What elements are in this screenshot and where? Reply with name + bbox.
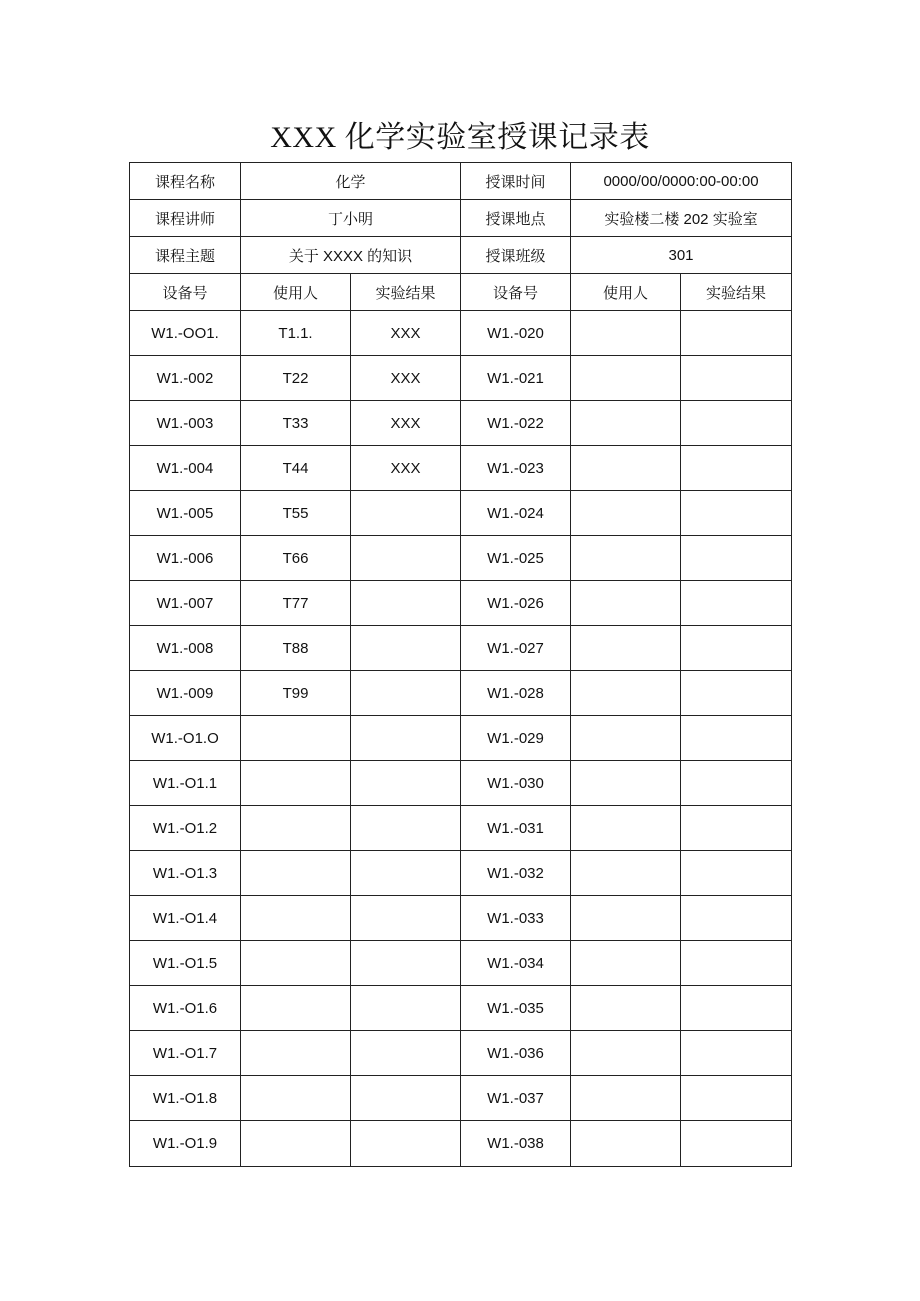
column-header-right-result: 实验结果 xyxy=(681,274,792,311)
right-device-cell: W1.-022 xyxy=(461,401,571,446)
left-user-cell: T99 xyxy=(241,671,351,716)
right-result-cell xyxy=(681,716,792,761)
left-result-cell xyxy=(351,986,461,1031)
left-device-cell: W1.-O1.3 xyxy=(130,851,241,896)
left-user-cell: T77 xyxy=(241,581,351,626)
record-table xyxy=(129,162,792,1167)
left-result-cell: XXX xyxy=(351,311,461,356)
right-result-cell xyxy=(681,1031,792,1076)
right-device-cell: W1.-032 xyxy=(461,851,571,896)
left-user-cell: T33 xyxy=(241,401,351,446)
left-user-cell xyxy=(241,941,351,986)
left-result-cell xyxy=(351,536,461,581)
right-result-cell xyxy=(681,446,792,491)
class-time-label: 授课时间 xyxy=(461,163,571,200)
right-user-cell xyxy=(571,851,681,896)
right-result-cell xyxy=(681,311,792,356)
left-user-cell: T44 xyxy=(241,446,351,491)
left-user-cell xyxy=(241,986,351,1031)
table-row xyxy=(130,806,792,851)
table-row xyxy=(130,986,792,1031)
right-device-cell: W1.-028 xyxy=(461,671,571,716)
left-user-cell: T55 xyxy=(241,491,351,536)
table-row xyxy=(130,446,792,491)
left-result-cell xyxy=(351,941,461,986)
left-result-cell xyxy=(351,671,461,716)
right-user-cell xyxy=(571,1031,681,1076)
table-row xyxy=(130,851,792,896)
class-group-label: 授课班级 xyxy=(461,237,571,274)
left-device-cell: W1.-006 xyxy=(130,536,241,581)
left-device-cell: W1.-007 xyxy=(130,581,241,626)
right-device-cell: W1.-029 xyxy=(461,716,571,761)
column-header-right-device: 设备号 xyxy=(461,274,571,311)
left-device-cell: W1.-O1.7 xyxy=(130,1031,241,1076)
table-row xyxy=(130,311,792,356)
course-name-label: 课程名称 xyxy=(130,163,241,200)
left-device-cell: W1.-005 xyxy=(130,491,241,536)
right-device-cell: W1.-034 xyxy=(461,941,571,986)
right-result-cell xyxy=(681,851,792,896)
record-table-body xyxy=(130,163,792,1167)
left-device-cell: W1.-O1.8 xyxy=(130,1076,241,1121)
left-result-cell xyxy=(351,1121,461,1167)
right-user-cell xyxy=(571,806,681,851)
right-result-cell xyxy=(681,581,792,626)
right-result-cell xyxy=(681,896,792,941)
right-device-cell: W1.-021 xyxy=(461,356,571,401)
info-row-course-name xyxy=(130,163,792,200)
table-row xyxy=(130,491,792,536)
right-user-cell xyxy=(571,491,681,536)
left-result-cell xyxy=(351,581,461,626)
right-device-cell: W1.-038 xyxy=(461,1121,571,1167)
topic-label: 课程主题 xyxy=(130,237,241,274)
right-result-cell xyxy=(681,986,792,1031)
left-result-cell xyxy=(351,491,461,536)
table-row xyxy=(130,536,792,581)
class-group-value: 301 xyxy=(571,237,792,274)
location-value: 实验楼二楼 202 实验室 xyxy=(571,200,792,237)
right-user-cell xyxy=(571,581,681,626)
right-result-cell xyxy=(681,401,792,446)
left-device-cell: W1.-O1.1 xyxy=(130,761,241,806)
left-result-cell xyxy=(351,851,461,896)
right-user-cell xyxy=(571,1076,681,1121)
left-user-cell: T1.1. xyxy=(241,311,351,356)
right-device-cell: W1.-020 xyxy=(461,311,571,356)
left-device-cell: W1.-O1.2 xyxy=(130,806,241,851)
right-device-cell: W1.-033 xyxy=(461,896,571,941)
left-user-cell xyxy=(241,1076,351,1121)
left-result-cell: XXX xyxy=(351,356,461,401)
left-device-cell: W1.-002 xyxy=(130,356,241,401)
info-row-lecturer xyxy=(130,200,792,237)
column-header-row xyxy=(130,274,792,311)
right-user-cell xyxy=(571,671,681,716)
left-result-cell xyxy=(351,1076,461,1121)
table-row xyxy=(130,356,792,401)
topic-value: 关于 XXXX 的知识 xyxy=(241,237,461,274)
left-device-cell: W1.-O1.O xyxy=(130,716,241,761)
left-device-cell: W1.-O1.4 xyxy=(130,896,241,941)
right-device-cell: W1.-036 xyxy=(461,1031,571,1076)
left-user-cell xyxy=(241,806,351,851)
table-row xyxy=(130,626,792,671)
left-user-cell: T88 xyxy=(241,626,351,671)
right-device-cell: W1.-023 xyxy=(461,446,571,491)
left-result-cell xyxy=(351,896,461,941)
table-row xyxy=(130,1121,792,1167)
right-result-cell xyxy=(681,761,792,806)
left-result-cell: XXX xyxy=(351,446,461,491)
left-user-cell xyxy=(241,1031,351,1076)
left-result-cell: XXX xyxy=(351,401,461,446)
lecturer-label: 课程讲师 xyxy=(130,200,241,237)
right-user-cell xyxy=(571,716,681,761)
left-device-cell: W1.-O1.9 xyxy=(130,1121,241,1167)
left-device-cell: W1.-008 xyxy=(130,626,241,671)
right-device-cell: W1.-037 xyxy=(461,1076,571,1121)
left-device-cell: W1.-O1.5 xyxy=(130,941,241,986)
column-header-left-device: 设备号 xyxy=(130,274,241,311)
table-row xyxy=(130,1031,792,1076)
right-user-cell xyxy=(571,941,681,986)
right-user-cell xyxy=(571,401,681,446)
class-time-value: 0000/00/0000:00-00:00 xyxy=(571,163,792,200)
location-label: 授课地点 xyxy=(461,200,571,237)
right-user-cell xyxy=(571,761,681,806)
right-result-cell xyxy=(681,671,792,716)
right-result-cell xyxy=(681,1121,792,1167)
right-device-cell: W1.-030 xyxy=(461,761,571,806)
right-result-cell xyxy=(681,491,792,536)
right-user-cell xyxy=(571,536,681,581)
right-result-cell xyxy=(681,536,792,581)
right-result-cell xyxy=(681,806,792,851)
left-result-cell xyxy=(351,1031,461,1076)
document-title: XXX 化学实验室授课记录表 xyxy=(270,121,650,154)
left-result-cell xyxy=(351,716,461,761)
table-row xyxy=(130,581,792,626)
left-result-cell xyxy=(351,806,461,851)
table-row xyxy=(130,671,792,716)
right-result-cell xyxy=(681,356,792,401)
left-user-cell xyxy=(241,851,351,896)
table-row xyxy=(130,401,792,446)
table-row xyxy=(130,1076,792,1121)
left-user-cell xyxy=(241,1121,351,1167)
left-device-cell: W1.-009 xyxy=(130,671,241,716)
column-header-left-user: 使用人 xyxy=(241,274,351,311)
right-user-cell xyxy=(571,446,681,491)
right-user-cell xyxy=(571,986,681,1031)
left-result-cell xyxy=(351,761,461,806)
right-device-cell: W1.-024 xyxy=(461,491,571,536)
right-user-cell xyxy=(571,626,681,671)
right-result-cell xyxy=(681,626,792,671)
right-user-cell xyxy=(571,896,681,941)
left-device-cell: W1.-OO1. xyxy=(130,311,241,356)
table-row xyxy=(130,761,792,806)
course-name-value: 化学 xyxy=(241,163,461,200)
left-user-cell: T66 xyxy=(241,536,351,581)
right-result-cell xyxy=(681,1076,792,1121)
info-row-topic xyxy=(130,237,792,274)
right-user-cell xyxy=(571,1121,681,1167)
right-user-cell xyxy=(571,311,681,356)
column-header-left-result: 实验结果 xyxy=(351,274,461,311)
left-device-cell: W1.-O1.6 xyxy=(130,986,241,1031)
left-user-cell: T22 xyxy=(241,356,351,401)
table-row xyxy=(130,941,792,986)
right-user-cell xyxy=(571,356,681,401)
right-result-cell xyxy=(681,941,792,986)
right-device-cell: W1.-031 xyxy=(461,806,571,851)
left-result-cell xyxy=(351,626,461,671)
right-device-cell: W1.-027 xyxy=(461,626,571,671)
column-header-right-user: 使用人 xyxy=(571,274,681,311)
right-device-cell: W1.-025 xyxy=(461,536,571,581)
lecturer-value: 丁小明 xyxy=(241,200,461,237)
left-user-cell xyxy=(241,761,351,806)
right-device-cell: W1.-026 xyxy=(461,581,571,626)
right-device-cell: W1.-035 xyxy=(461,986,571,1031)
left-user-cell xyxy=(241,716,351,761)
table-row xyxy=(130,716,792,761)
left-device-cell: W1.-004 xyxy=(130,446,241,491)
left-user-cell xyxy=(241,896,351,941)
left-device-cell: W1.-003 xyxy=(130,401,241,446)
table-row xyxy=(130,896,792,941)
